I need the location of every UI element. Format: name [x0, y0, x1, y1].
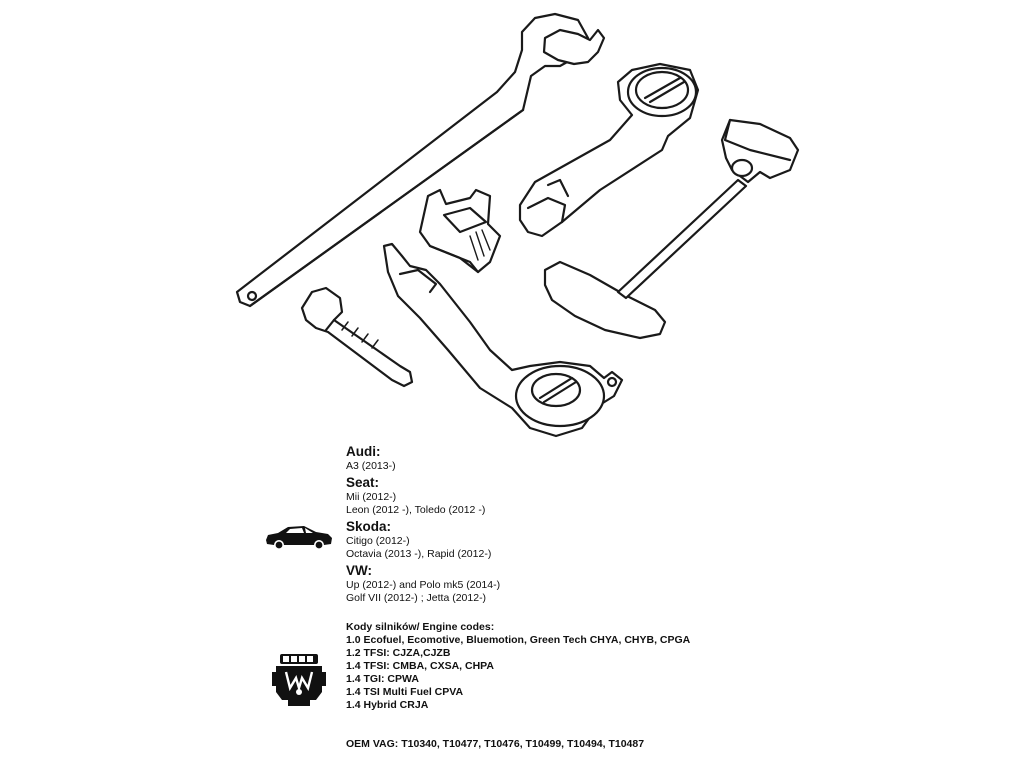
car-icon — [264, 522, 334, 550]
t-handle-tool-icon — [545, 120, 798, 338]
engine-code-line: 1.0 Ecofuel, Ecomotive, Bluemotion, Green Tech CHYA, CHYB, CPGA — [346, 634, 691, 646]
model-line: Mii (2012-) — [346, 491, 397, 503]
engine-code-line: 1.4 TSI Multi Fuel CPVA — [346, 686, 464, 698]
engine-code-line: 1.2 TFSI: CJZA,CJZB — [346, 647, 451, 659]
brand-skoda — [346, 519, 866, 561]
engine-code-line: 1.4 Hybrid CRJA — [346, 699, 429, 711]
engine-code-line: 1.4 TGI: CPWA — [346, 673, 419, 685]
brand-vw — [346, 563, 866, 605]
bolt-icon — [302, 288, 412, 386]
model-line: Leon (2012 -), Toledo (2012 -) — [346, 504, 486, 516]
brand-name: Skoda: — [346, 519, 392, 534]
model-line: Up (2012-) and Polo mk5 (2014-) — [346, 579, 501, 591]
engine-codes-heading: Kody silników/ Engine codes: — [346, 621, 495, 633]
engine-codes — [346, 621, 866, 712]
bracket-block-icon — [420, 190, 500, 272]
engine-code-line: 1.4 TFSI: CMBA, CXSA, CHPA — [346, 660, 494, 672]
brand-name: Audi: — [346, 444, 381, 459]
wrench-icon — [237, 14, 604, 306]
brand-name: VW: — [346, 563, 372, 578]
model-line: Golf VII (2012-) ; Jetta (2012-) — [346, 592, 487, 604]
brand-name: Seat: — [346, 475, 380, 490]
brand-list — [346, 444, 866, 607]
model-line: Octavia (2013 -), Rapid (2012-) — [346, 548, 492, 560]
brand-audi — [346, 444, 866, 473]
model-line: Citigo (2012-) — [346, 535, 410, 547]
model-line: A3 (2013-) — [346, 460, 396, 472]
crank-lever-icon — [520, 64, 698, 236]
engine-icon — [272, 652, 326, 708]
brand-seat — [346, 475, 866, 517]
oem-reference: OEM VAG: T10340, T10477, T10476, T10499, T10494, T10487 — [346, 738, 645, 750]
